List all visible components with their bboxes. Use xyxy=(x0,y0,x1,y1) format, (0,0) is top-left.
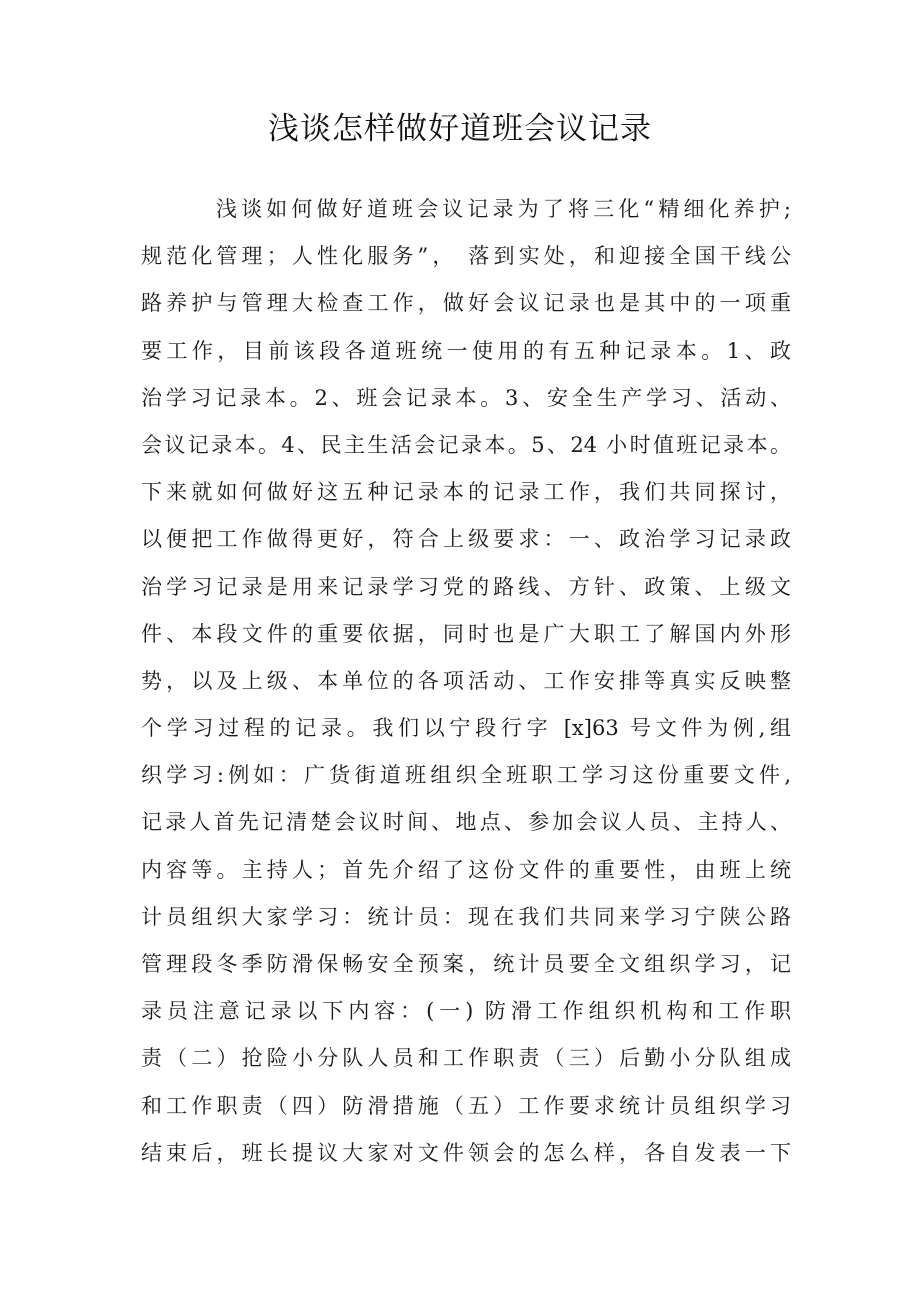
body-line: 责（二）抢险小分队人员和工作职责（三）后勤小分队组成 xyxy=(141,1046,791,1071)
body-line: 路养护与管理大检查工作，做好会议记录也是其中的一项重 xyxy=(141,291,791,316)
body-line: 和工作职责（四）防滑措施（五）工作要求统计员组织学习 xyxy=(141,1093,791,1118)
body-line: 治学习记录是用来记录学习党的路线、方针、政策、上级文 xyxy=(141,574,791,599)
body-line: 以便把工作做得更好，符合上级要求：一、政治学习记录政 xyxy=(141,527,791,552)
document-title: 浅谈怎样做好道班会议记录 xyxy=(268,111,652,147)
body-line: 录员注意记录以下内容：(一) 防滑工作组织机构和工作职 xyxy=(141,999,791,1024)
body-line: 件、本段文件的重要依据，同时也是广大职工了解国内外形 xyxy=(141,621,791,646)
body-line: 会议记录本。4、民主生活会记录本。5、24 小时值班记录本。 xyxy=(141,432,791,457)
body-line: 记录人首先记清楚会议时间、地点、参加会议人员、主持人、 xyxy=(141,810,791,835)
body-line: 势，以及上级、本单位的各项活动、工作安排等真实反映整 xyxy=(141,668,791,693)
body-line: 规范化管理；人性化服务”， 落到实处，和迎接全国干线公 xyxy=(141,244,791,269)
body-line: 管理段冬季防滑保畅安全预案，统计员要全文组织学习，记 xyxy=(141,952,791,976)
body-line: 计员组织大家学习：统计员：现在我们共同来学习宁陕公路 xyxy=(141,904,791,929)
body-line: 内容等。主持人；首先介绍了这份文件的重要性，由班上统 xyxy=(141,857,791,882)
body-line: 结束后，班长提议大家对文件领会的怎么样，各自发表一下 xyxy=(141,1140,791,1165)
body-line: 个学习过程的记录。我们以宁段行字 [x]63 号文件为例,组 xyxy=(141,716,791,741)
body-line: 治学习记录本。2、班会记录本。3、安全生产学习、活动、 xyxy=(141,385,791,410)
body-line: 要工作，目前该段各道班统一使用的有五种记录本。1、政 xyxy=(141,338,791,363)
body-line: 织学习:例如：广货街道班组织全班职工学习这份重要文件, xyxy=(141,763,791,788)
body-line: 浅谈如何做好道班会议记录为了将三化“精细化养护; xyxy=(216,197,791,221)
body-line: 下来就如何做好这五种记录本的记录工作，我们共同探讨， xyxy=(141,480,791,505)
document-body xyxy=(141,186,791,1177)
